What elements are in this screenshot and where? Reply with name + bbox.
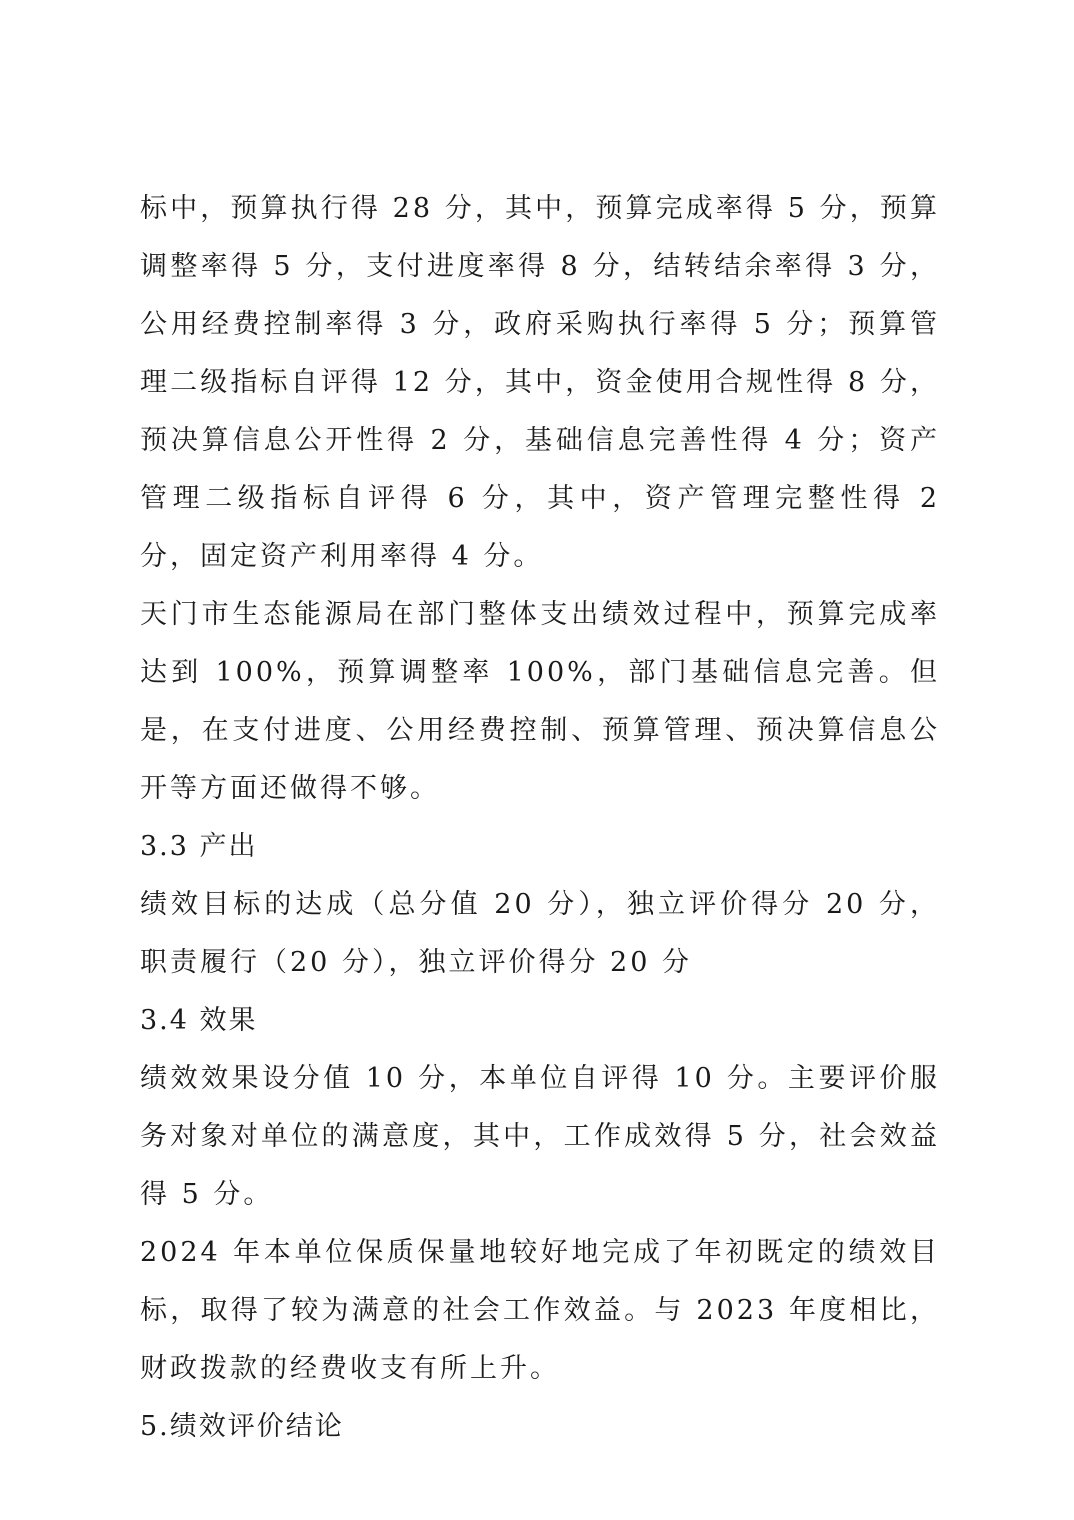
- paragraph-output: 绩效目标的达成（总分值 20 分），独立评价得分 20 分，职责履行（20 分），独立评价得分 20 分: [140, 889, 940, 978]
- section-heading-conclusion: 5.绩效评价结论: [140, 1411, 344, 1442]
- document-body: [140, 180, 940, 1456]
- paragraph-performance-summary: 天门市生态能源局在部门整体支出绩效过程中，预算完成率达到 100%，预算调整率 100%，部门基础信息完善。但是，在支付进度、公用经费控制、预算管理、预决算信息公开等方面还做得不够。: [140, 599, 940, 804]
- paragraph-budget-scores: 标中，预算执行得 28 分，其中，预算完成率得 5 分，预算调整率得 5 分，支付进度率得 8 分，结转结余率得 3 分，公用经费控制率得 3 分，政府采购执行率得 5 分；预算管理二级指标自评得 12 分，其中，资金使用合规性得 8 分，预决算信息公开性得 2 分，基础信息完善性得 4 分；资产管理二级指标自评得 6 分，其中，资产管理完整性得 2 分，固定资产利用率得 4 分。: [140, 193, 940, 572]
- section-heading-output: 3.3 产出: [140, 831, 258, 862]
- section-heading-effect: 3.4 效果: [140, 1005, 258, 1036]
- paragraph-effect: 绩效效果设分值 10 分，本单位自评得 10 分。主要评价服务对象对单位的满意度，其中，工作成效得 5 分，社会效益得 5 分。: [140, 1063, 940, 1210]
- paragraph-annual-summary: 2024 年本单位保质保量地较好地完成了年初既定的绩效目标，取得了较为满意的社会工作效益。与 2023 年度相比，财政拨款的经费收支有所上升。: [140, 1237, 940, 1384]
